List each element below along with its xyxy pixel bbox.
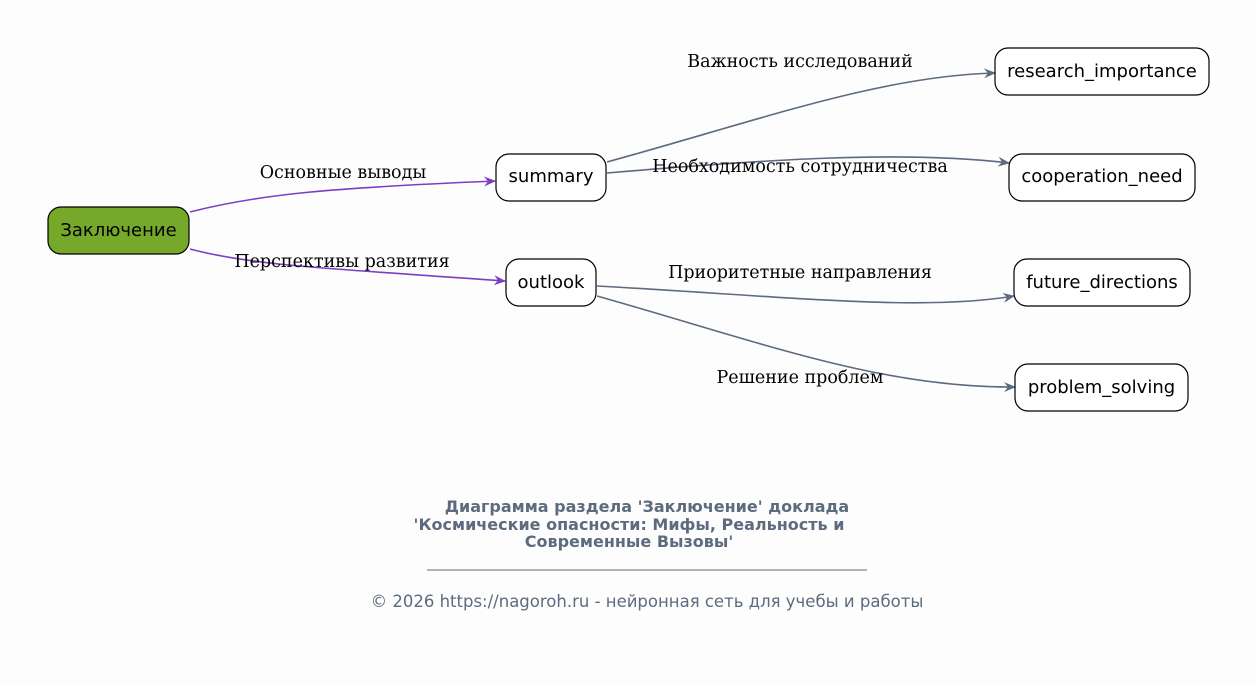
node-research-importance-label: research_importance <box>1007 61 1197 82</box>
node-summary[interactable] <box>496 154 606 201</box>
edge-summary-research-importance <box>607 73 995 162</box>
node-problem-solving-label: problem_solving <box>1027 377 1176 398</box>
node-research-importance[interactable] <box>995 48 1209 95</box>
node-outlook-label: outlook <box>517 272 585 293</box>
node-outlook[interactable] <box>506 259 596 306</box>
edge-label-research-importance: Важность исследований <box>687 52 913 72</box>
edge-label-outlook: Перспективы развития <box>234 252 450 272</box>
edge-label-problem-solving: Решение проблем <box>716 368 884 388</box>
node-summary-label: summary <box>508 166 594 187</box>
node-root-label: Заключение <box>60 220 177 241</box>
node-future-directions[interactable] <box>1014 259 1190 306</box>
node-cooperation-need[interactable] <box>1009 154 1195 201</box>
edge-label-cooperation-need: Необходимость сотрудничества <box>652 157 948 177</box>
edge-label-summary: Основные выводы <box>259 163 427 183</box>
diagram-title-line-3: Современные Вызовы' <box>524 532 734 551</box>
node-problem-solving[interactable] <box>1015 364 1188 411</box>
edge-outlook-future-directions <box>597 286 1014 303</box>
node-future-directions-label: future_directions <box>1026 272 1178 293</box>
edge-root-summary <box>190 181 495 212</box>
footer-copyright: © 2026 https://nagoroh.ru - нейронная сеть для учебы и работы <box>370 592 924 611</box>
node-cooperation-need-label: cooperation_need <box>1021 166 1183 187</box>
diagram-title-line-2: 'Космические опасности: Мифы, Реальность и <box>413 515 845 534</box>
edge-label-future-directions: Приоритетные направления <box>668 263 932 283</box>
diagram-title-line-1: Диаграмма раздела 'Заключение' доклада <box>444 497 850 516</box>
node-root[interactable] <box>48 207 189 254</box>
